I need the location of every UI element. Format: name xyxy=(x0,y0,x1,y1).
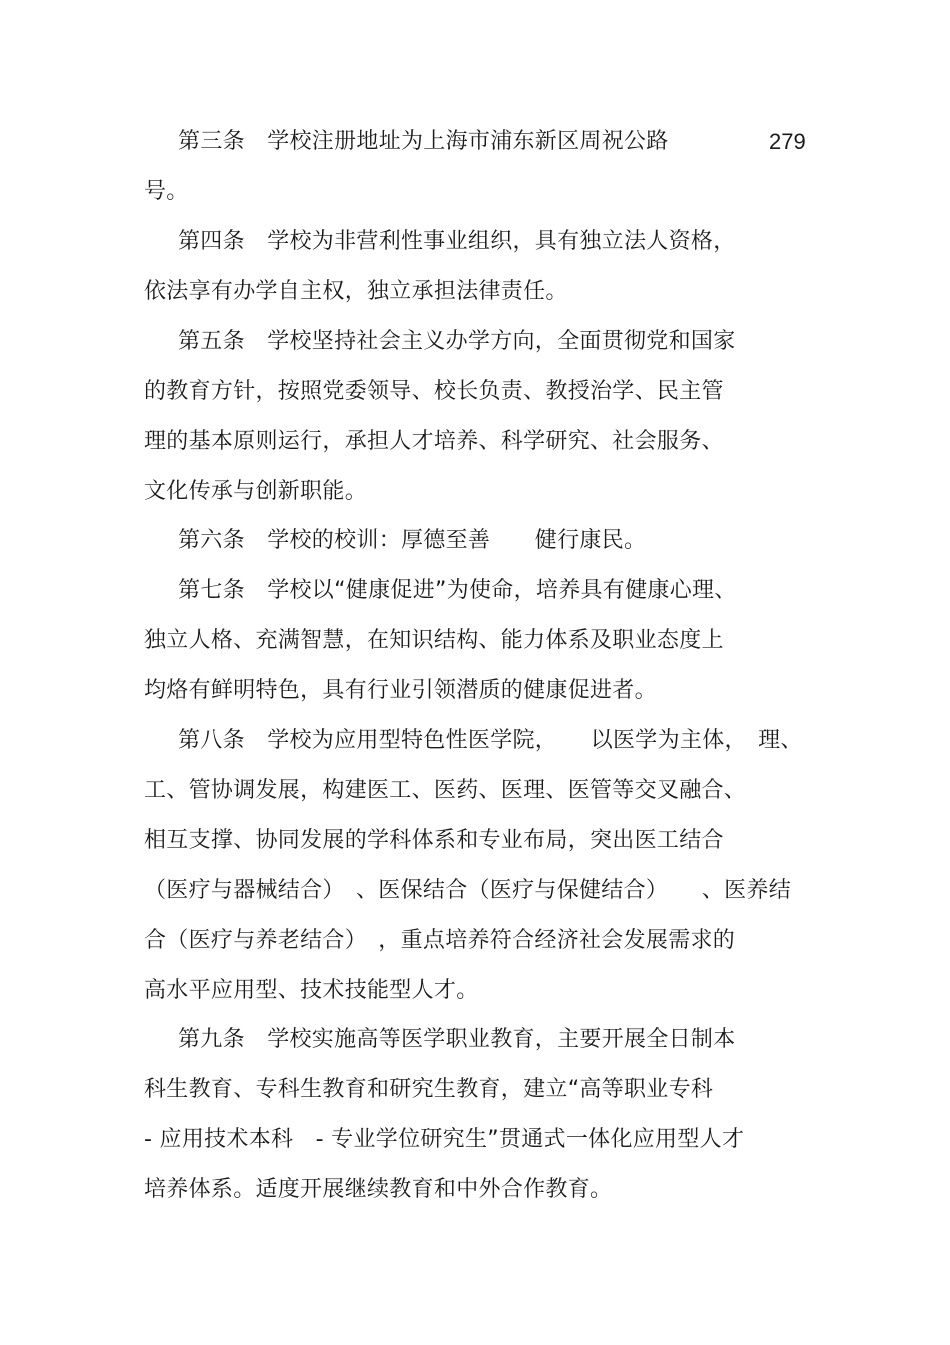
article-5-line-3: 理的基本原则运行，承担人才培养、科学研究、社会服务、 xyxy=(144,429,724,454)
article-8-line-6: 高水平应用型、技术技能型人才。 xyxy=(144,978,479,1003)
article-3-line-1: 第三条 学校注册地址为上海市浦东新区周祝公路 xyxy=(178,129,669,154)
article-8-line-3: 相互支撑、协同发展的学科体系和专业布局，突出医工结合 xyxy=(144,828,724,853)
article-3-address-number: 279 xyxy=(769,129,806,154)
article-9-line-1: 第九条 学校实施高等医学职业教育，主要开展全日制本 xyxy=(178,1027,736,1052)
article-5-line-4: 文化传承与创新职能。 xyxy=(144,479,368,504)
article-8-line-5: 合（医疗与养老结合） ，重点培养符合经济社会发展需求的 xyxy=(144,928,736,953)
article-9-line-4: 培养体系。适度开展继续教育和中外合作教育。 xyxy=(144,1177,613,1202)
article-9-line-2: 科生教育、专科生教育和研究生教育，建立“高等职业专科 xyxy=(144,1077,714,1102)
article-7-line-1: 第七条 学校以“健康促进”为使命，培养具有健康心理、 xyxy=(178,578,737,603)
article-3-line-2: 号。 xyxy=(144,179,189,204)
article-8-line-4: （医疗与器械结合） 、医保结合（医疗与保健结合） 、医养结 xyxy=(144,878,792,903)
article-6-line-1: 第六条 学校的校训：厚德至善 健行康民。 xyxy=(178,528,647,553)
article-5-line-2: 的教育方针，按照党委领导、校长负责、教授治学、民主管 xyxy=(144,379,724,404)
article-5-line-1: 第五条 学校坚持社会主义办学方向，全面贯彻党和国家 xyxy=(178,329,736,354)
article-7-line-3: 均烙有鲜明特色，具有行业引领潜质的健康促进者。 xyxy=(144,678,657,703)
article-4-line-2: 依法享有办学自主权，独立承担法律责任。 xyxy=(144,279,568,304)
article-8-line-1: 第八条 学校为应用型特色性医学院， 以医学为主体， 理、 xyxy=(178,728,803,753)
article-9-line-3: - 应用技术本科 - 专业学位研究生”贯通式一体化应用型人才 xyxy=(144,1127,745,1152)
article-7-line-2: 独立人格、充满智慧，在知识结构、能力体系及职业态度上 xyxy=(144,628,724,653)
article-8-line-2: 工、管协调发展，构建医工、医药、医理、医管等交叉融合、 xyxy=(144,778,747,803)
article-4-line-1: 第四条 学校为非营利性事业组织，具有独立法人资格， xyxy=(178,229,736,254)
